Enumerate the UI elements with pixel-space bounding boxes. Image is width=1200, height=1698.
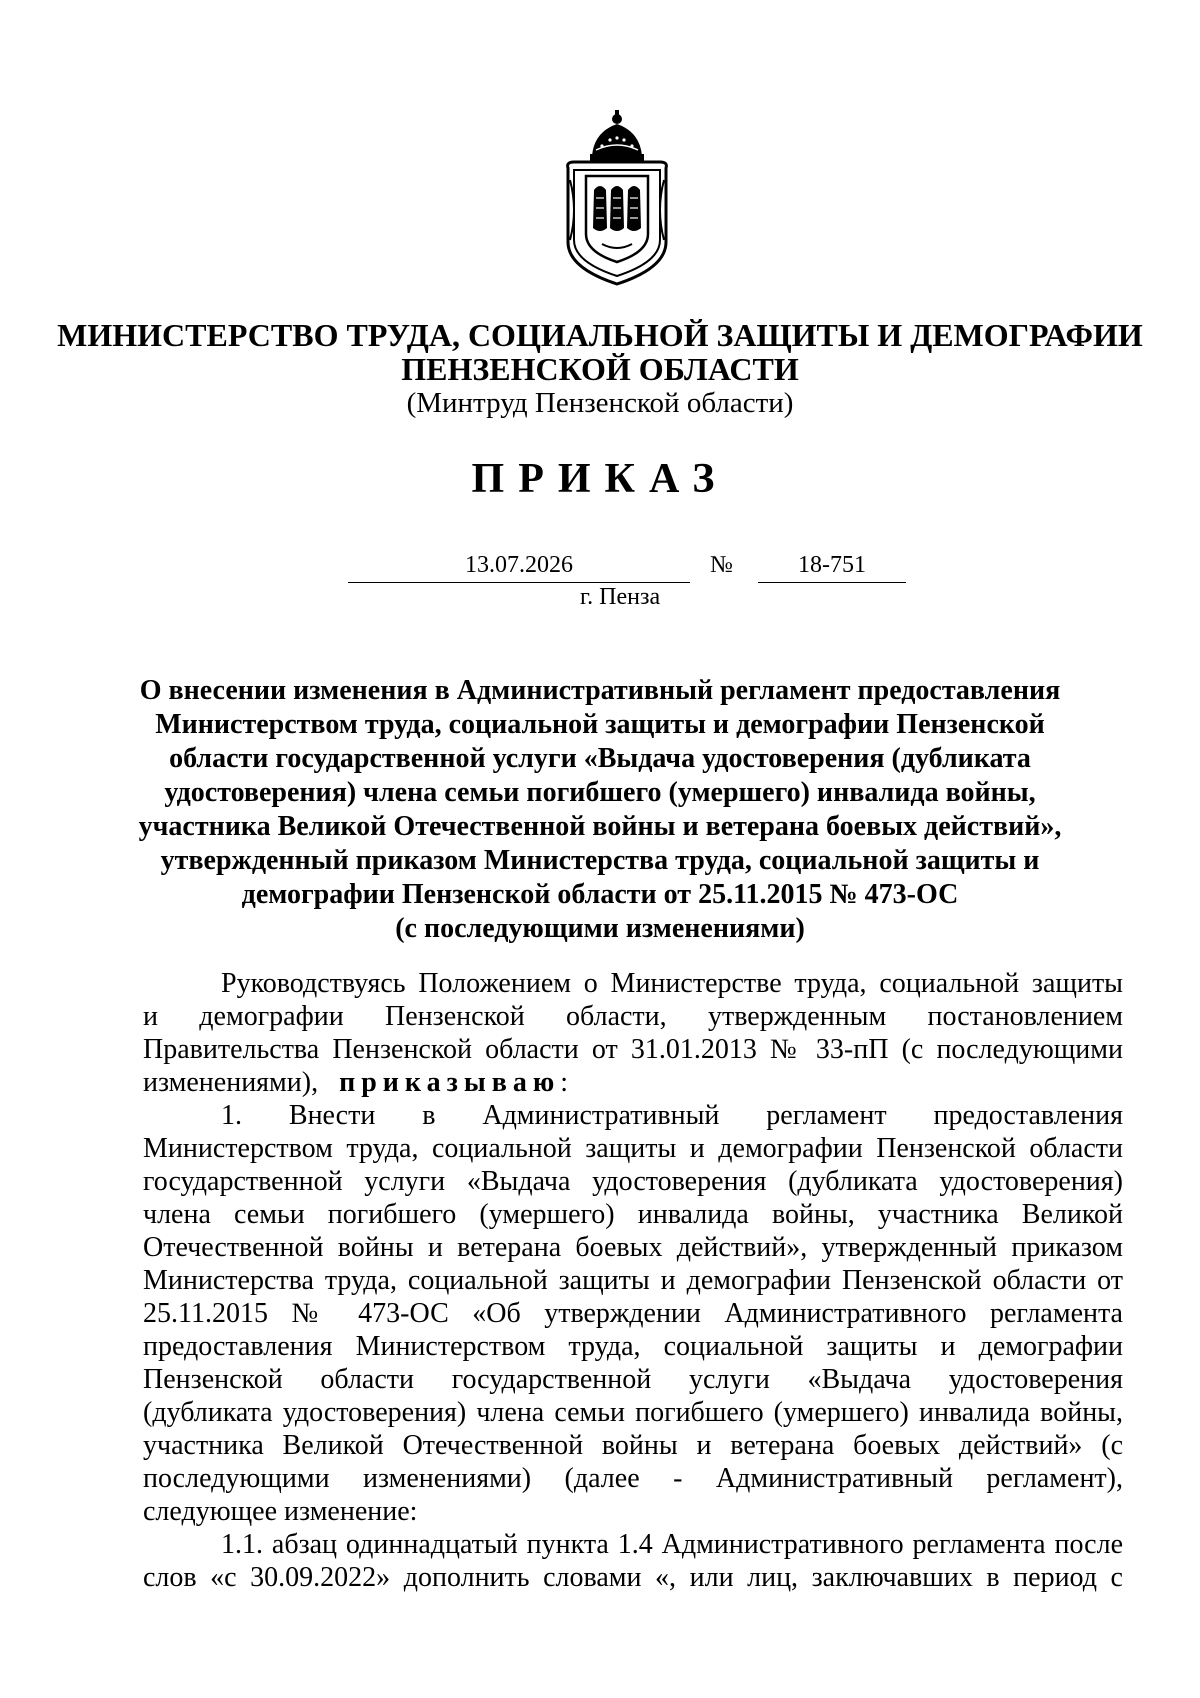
coat-of-arms-emblem <box>562 110 672 288</box>
ministry-short-name: (Минтруд Пензенской области) <box>406 387 794 419</box>
preamble-last-prefix: изменениями), <box>143 1067 326 1098</box>
body-line: Правительства Пензенской области от 31.01.2013 № 33-пП (с последующими <box>143 1034 1123 1065</box>
date-underline <box>348 582 690 583</box>
order-title <box>0 674 1200 946</box>
document-type-heading: ПРИКАЗ <box>471 456 729 502</box>
number-underline <box>758 582 906 583</box>
body-line: 1. Внести в Административный регламент предоставления <box>221 1100 1123 1131</box>
title-line: утвержденный приказом Министерства труда, социальной защиты и <box>160 845 1040 876</box>
title-line: Министерством труда, социальной защиты и демографии Пензенской <box>155 709 1045 740</box>
preamble-last-line <box>143 1066 1123 1099</box>
title-line: демографии Пензенской области от 25.11.2015 № 473-ОС <box>241 879 959 910</box>
title-line: О внесении изменения в Административный регламент предоставления <box>139 675 1061 706</box>
body-line: слов «с 30.09.2022» дополнить словами «, или лиц, заключавших в период с <box>143 1562 1123 1593</box>
order-city: г. Пенза <box>580 584 661 610</box>
body-line: (дубликата удостоверения) члена семьи погибшего (умершего) инвалида войны, <box>143 1397 1123 1428</box>
title-line: (с последующими изменениями) <box>395 913 805 944</box>
title-line: области государственной услуги «Выдача удостоверения (дубликата <box>169 743 1031 774</box>
body-line: 25.11.2015 № 473-ОС «Об утверждении Административного регламента <box>143 1298 1123 1329</box>
ministry-name-line2: ПЕНЗЕНСКОЙ ОБЛАСТИ <box>401 351 799 387</box>
item-1-1-paragraph <box>143 1528 1123 1594</box>
body-line: члена семьи погибшего (умершего) инвалида войны, участника Великой <box>143 1199 1123 1230</box>
title-line: участника Великой Отечественной войны и ветерана боевых действий», <box>138 811 1062 842</box>
title-line: удостоверения) члена семьи погибшего (умершего) инвалида войны, <box>164 777 1036 808</box>
order-number: 18-751 <box>798 552 866 578</box>
body-line: участника Великой Отечественной войны и ветерана боевых действий» (с <box>143 1430 1123 1461</box>
body-line: 1.1. абзац одиннадцатый пункта 1.4 Административного регламента после <box>221 1529 1123 1560</box>
body-line: Руководствуясь Положением о Министерстве труда, социальной защиты <box>221 968 1123 999</box>
body-line: Министерства труда, социальной защиты и демографии Пензенской области от <box>143 1265 1123 1296</box>
order-body <box>143 967 1123 1594</box>
body-line: государственной услуги «Выдача удостоверения (дубликата удостоверения) <box>143 1166 1123 1197</box>
body-line: предоставления Министерством труда, социальной защиты и демографии <box>143 1331 1123 1362</box>
number-sign: № <box>710 552 733 578</box>
body-line: следующее изменение: <box>143 1496 418 1527</box>
body-line: Отечественной войны и ветерана боевых действий», утвержденный приказом <box>143 1232 1123 1263</box>
preamble-last-suffix: : <box>560 1067 569 1098</box>
decree-word: приказываю <box>339 1067 561 1098</box>
item-1-paragraph <box>143 1099 1123 1528</box>
ministry-name-line1: МИНИСТЕРСТВО ТРУДА, СОЦИАЛЬНОЙ ЗАЩИТЫ И ДЕМОГРАФИИ <box>57 317 1143 353</box>
body-line: последующими изменениями) (далее - Административный регламент), <box>143 1463 1123 1494</box>
body-line: Пензенской области государственной услуги «Выдача удостоверения <box>143 1364 1123 1395</box>
body-line: Министерством труда, социальной защиты и демографии Пензенской области <box>143 1133 1123 1164</box>
preamble-paragraph <box>143 967 1123 1099</box>
order-date: 13.07.2026 <box>465 552 573 578</box>
body-line: и демографии Пензенской области, утвержденным постановлением <box>143 1001 1123 1032</box>
